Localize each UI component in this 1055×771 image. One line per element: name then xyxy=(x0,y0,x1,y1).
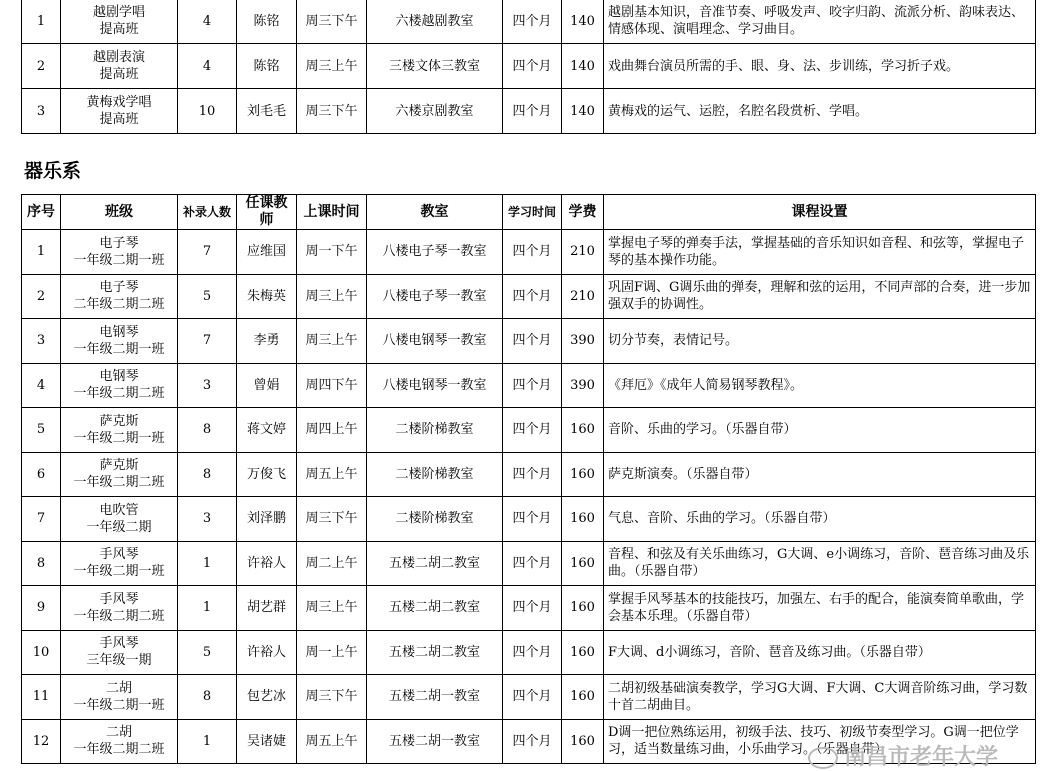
teacher-name: 朱梅英 xyxy=(237,274,297,319)
enroll-count: 7 xyxy=(178,319,237,364)
wechat-logo-icon xyxy=(808,747,838,769)
table-row xyxy=(22,44,1036,89)
class-time: 周二上午 xyxy=(297,541,367,586)
class-time: 周一下午 xyxy=(297,230,367,275)
class-name: 二胡 一年级二期一班 xyxy=(61,675,178,720)
tuition-fee: 210 xyxy=(562,230,604,275)
study-duration: 四个月 xyxy=(503,675,562,720)
table-row xyxy=(22,497,1036,542)
class-name: 萨克斯 一年级二期二班 xyxy=(61,452,178,497)
table-row xyxy=(22,630,1036,675)
course-content: 二胡初级基础演奏教学，学习G大调、F大调、C大调音阶练习曲，学习数十首二胡曲目。 xyxy=(604,675,1036,720)
row-number: 2 xyxy=(22,274,61,319)
tuition-fee: 160 xyxy=(562,541,604,586)
watermark xyxy=(808,740,998,771)
enroll-count: 3 xyxy=(178,497,237,542)
teacher-name: 包艺冰 xyxy=(237,675,297,720)
table-row xyxy=(22,89,1036,134)
table-row xyxy=(22,230,1036,275)
study-duration: 四个月 xyxy=(503,452,562,497)
teacher-name: 陈铭 xyxy=(237,44,297,89)
enroll-count: 1 xyxy=(178,541,237,586)
class-time: 周三上午 xyxy=(297,44,367,89)
class-name: 越剧学唱 提高班 xyxy=(61,0,178,44)
class-name: 越剧表演 提高班 xyxy=(61,44,178,89)
class-name: 手风琴 三年级一期 xyxy=(61,630,178,675)
row-number: 8 xyxy=(22,541,61,586)
table-row xyxy=(22,0,1036,44)
row-number: 7 xyxy=(22,497,61,542)
enroll-count: 5 xyxy=(178,630,237,675)
class-name: 电钢琴 一年级二期二班 xyxy=(61,363,178,408)
row-number: 4 xyxy=(22,363,61,408)
enroll-count: 1 xyxy=(178,719,237,764)
row-number: 3 xyxy=(22,319,61,364)
tuition-fee: 140 xyxy=(562,89,604,134)
study-duration: 四个月 xyxy=(503,0,562,44)
row-number: 3 xyxy=(22,89,61,134)
row-number: 1 xyxy=(22,0,61,44)
classroom: 八楼电钢琴一教室 xyxy=(367,363,503,408)
table-header-row xyxy=(22,195,1036,230)
row-number: 1 xyxy=(22,230,61,275)
classroom: 八楼电钢琴一教室 xyxy=(367,319,503,364)
enroll-count: 1 xyxy=(178,586,237,631)
study-duration: 四个月 xyxy=(503,408,562,453)
header-cell: 序号 xyxy=(22,195,61,230)
study-duration: 四个月 xyxy=(503,719,562,764)
row-number: 2 xyxy=(22,44,61,89)
row-number: 12 xyxy=(22,719,61,764)
course-content: 音程、和弦及有关乐曲练习，G大调、e小调练习，音阶、琶音练习曲及乐曲。（乐器自带） xyxy=(604,541,1036,586)
enroll-count: 4 xyxy=(178,0,237,44)
enroll-count: 8 xyxy=(178,675,237,720)
classroom: 六楼越剧教室 xyxy=(367,0,503,44)
tuition-fee: 160 xyxy=(562,408,604,453)
class-name: 萨克斯 一年级二期一班 xyxy=(61,408,178,453)
class-time: 周三上午 xyxy=(297,586,367,631)
table-row xyxy=(22,586,1036,631)
table-row xyxy=(22,363,1036,408)
class-time: 周三上午 xyxy=(297,274,367,319)
teacher-name: 陈铭 xyxy=(237,0,297,44)
header-cell: 上课时间 xyxy=(297,195,367,230)
course-content: 戏曲舞台演员所需的手、眼、身、法、步训练，学习折子戏。 xyxy=(604,44,1036,89)
class-time: 周四下午 xyxy=(297,363,367,408)
classroom: 五楼二胡一教室 xyxy=(367,675,503,720)
classroom: 五楼二胡二教室 xyxy=(367,541,503,586)
study-duration: 四个月 xyxy=(503,630,562,675)
classroom: 二楼阶梯教室 xyxy=(367,452,503,497)
enroll-count: 7 xyxy=(178,230,237,275)
top-course-table xyxy=(21,0,1036,134)
study-duration: 四个月 xyxy=(503,586,562,631)
teacher-name: 许裕人 xyxy=(237,541,297,586)
tuition-fee: 390 xyxy=(562,319,604,364)
teacher-name: 胡艺群 xyxy=(237,586,297,631)
teacher-name: 许裕人 xyxy=(237,630,297,675)
row-number: 5 xyxy=(22,408,61,453)
row-number: 6 xyxy=(22,452,61,497)
course-content: 切分节奏，表情记号。 xyxy=(604,319,1036,364)
course-content: 气息、音阶、乐曲的学习。（乐器自带） xyxy=(604,497,1036,542)
classroom: 二楼阶梯教室 xyxy=(367,497,503,542)
course-content: 《拜厄》《成年人简易钢琴教程》。 xyxy=(604,363,1036,408)
class-name: 手风琴 一年级二期一班 xyxy=(61,541,178,586)
instrument-course-table xyxy=(21,194,1036,764)
watermark-text: 南昌市老年大学 xyxy=(844,744,999,770)
header-cell: 补录人数 xyxy=(178,195,237,230)
study-duration: 四个月 xyxy=(503,44,562,89)
classroom: 五楼二胡二教室 xyxy=(367,630,503,675)
class-name: 电子琴 二年级二期二班 xyxy=(61,274,178,319)
table-row xyxy=(22,274,1036,319)
row-number: 11 xyxy=(22,675,61,720)
study-duration: 四个月 xyxy=(503,230,562,275)
teacher-name: 刘毛毛 xyxy=(237,89,297,134)
enroll-count: 4 xyxy=(178,44,237,89)
table-row xyxy=(22,452,1036,497)
class-time: 周五上午 xyxy=(297,452,367,497)
teacher-name: 万俊飞 xyxy=(237,452,297,497)
study-duration: 四个月 xyxy=(503,541,562,586)
course-content: 黄梅戏的运气、运腔，名腔名段赏析、学唱。 xyxy=(604,89,1036,134)
table-row xyxy=(22,541,1036,586)
class-time: 周三上午 xyxy=(297,319,367,364)
study-duration: 四个月 xyxy=(503,319,562,364)
teacher-name: 蒋文婷 xyxy=(237,408,297,453)
enroll-count: 8 xyxy=(178,452,237,497)
tuition-fee: 390 xyxy=(562,363,604,408)
tuition-fee: 160 xyxy=(562,586,604,631)
tuition-fee: 160 xyxy=(562,452,604,497)
classroom: 六楼京剧教室 xyxy=(367,89,503,134)
classroom: 三楼文体三教室 xyxy=(367,44,503,89)
enroll-count: 5 xyxy=(178,274,237,319)
tuition-fee: 140 xyxy=(562,0,604,44)
course-content: 掌握手风琴基本的技能技巧，加强左、右手的配合，能演奏简单歌曲，学会基本乐理。（乐器自带） xyxy=(604,586,1036,631)
course-content: 巩固F调、G调乐曲的弹奏，理解和弦的运用，不同声部的合奏，进一步加强双手的协调性。 xyxy=(604,274,1036,319)
course-content: F大调、d小调练习，音阶、琶音及练习曲。（乐器自带） xyxy=(604,630,1036,675)
class-time: 周一上午 xyxy=(297,630,367,675)
header-cell: 任课教师 xyxy=(237,195,297,230)
class-time: 周四上午 xyxy=(297,408,367,453)
enroll-count: 8 xyxy=(178,408,237,453)
classroom: 五楼二胡一教室 xyxy=(367,719,503,764)
tuition-fee: 160 xyxy=(562,719,604,764)
header-cell: 班级 xyxy=(61,195,178,230)
teacher-name: 曾娟 xyxy=(237,363,297,408)
table-row xyxy=(22,319,1036,364)
teacher-name: 吴诸婕 xyxy=(237,719,297,764)
class-time: 周三下午 xyxy=(297,675,367,720)
classroom: 八楼电子琴一教室 xyxy=(367,230,503,275)
tuition-fee: 210 xyxy=(562,274,604,319)
course-content: D调一把位熟练运用，初级手法、技巧、初级节奏型学习。G调一把位学习，适当数量练习曲，小乐曲学习。（乐器自带） xyxy=(604,719,1036,764)
study-duration: 四个月 xyxy=(503,274,562,319)
header-cell: 学习时间 xyxy=(503,195,562,230)
class-time: 周五上午 xyxy=(297,719,367,764)
tuition-fee: 140 xyxy=(562,44,604,89)
header-cell: 教室 xyxy=(367,195,503,230)
course-content: 音阶、乐曲的学习。（乐器自带） xyxy=(604,408,1036,453)
classroom: 五楼二胡二教室 xyxy=(367,586,503,631)
class-name: 二胡 一年级二期二班 xyxy=(61,719,178,764)
row-number: 10 xyxy=(22,630,61,675)
tuition-fee: 160 xyxy=(562,675,604,720)
tuition-fee: 160 xyxy=(562,630,604,675)
class-name: 手风琴 一年级二期二班 xyxy=(61,586,178,631)
course-content: 越剧基本知识，音准节奏、呼吸发声、咬字归韵、流派分析、韵味表达、情感体现、演唱理念、学习曲目。 xyxy=(604,0,1036,44)
class-name: 黄梅戏学唱 提高班 xyxy=(61,89,178,134)
teacher-name: 李勇 xyxy=(237,319,297,364)
classroom: 八楼电子琴一教室 xyxy=(367,274,503,319)
section-title: 器乐系 xyxy=(24,160,82,182)
class-name: 电子琴 一年级二期一班 xyxy=(61,230,178,275)
class-time: 周三下午 xyxy=(297,0,367,44)
header-cell: 课程设置 xyxy=(604,195,1036,230)
study-duration: 四个月 xyxy=(503,497,562,542)
table-row xyxy=(22,675,1036,720)
classroom: 二楼阶梯教室 xyxy=(367,408,503,453)
tuition-fee: 160 xyxy=(562,497,604,542)
course-content: 掌握电子琴的弹奏手法，掌握基础的音乐知识如音程、和弦等，掌握电子琴的基本操作功能。 xyxy=(604,230,1036,275)
row-number: 9 xyxy=(22,586,61,631)
class-name: 电吹管 一年级二期 xyxy=(61,497,178,542)
teacher-name: 应维国 xyxy=(237,230,297,275)
enroll-count: 10 xyxy=(178,89,237,134)
class-time: 周三下午 xyxy=(297,497,367,542)
study-duration: 四个月 xyxy=(503,363,562,408)
course-content: 萨克斯演奏。（乐器自带） xyxy=(604,452,1036,497)
enroll-count: 3 xyxy=(178,363,237,408)
class-time: 周三下午 xyxy=(297,89,367,134)
study-duration: 四个月 xyxy=(503,89,562,134)
teacher-name: 刘泽鹏 xyxy=(237,497,297,542)
header-cell: 学费 xyxy=(562,195,604,230)
table-row xyxy=(22,408,1036,453)
class-name: 电钢琴 一年级二期一班 xyxy=(61,319,178,364)
